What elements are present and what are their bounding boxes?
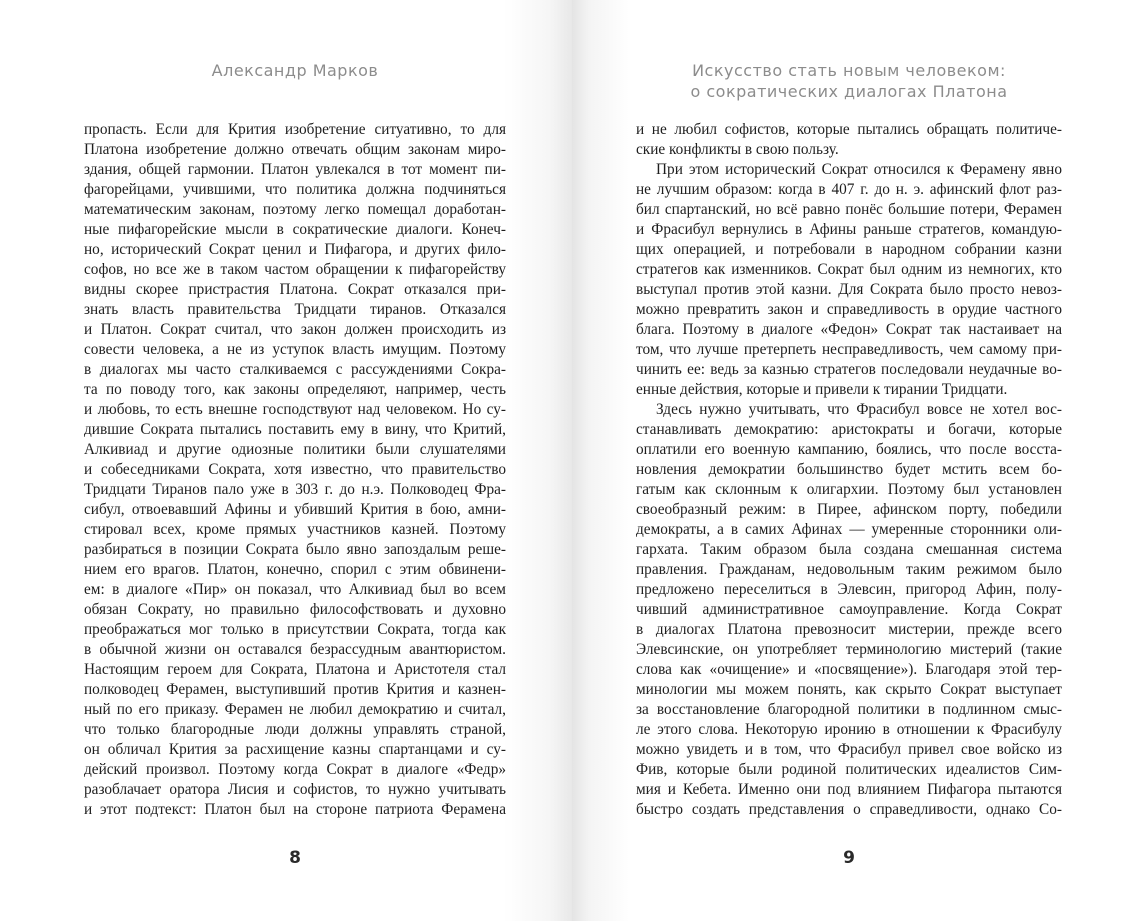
text-line: та по поводу того, как законы определяют, например, честь xyxy=(84,381,506,398)
text-line: ные пифагорейские мысли в сократические диалоги. Конеч- xyxy=(84,221,506,238)
text-line: своеобразный режим: в Пирее, афинском порту, победили xyxy=(636,501,1062,518)
text-line: гатым как склонным к олигархии. Поэтому был установлен xyxy=(636,481,1062,498)
text-line: новления демократии большинство будет мстить всем бо- xyxy=(636,461,1062,478)
text-line: софов, но все же в таком частом обращении к пифагорейству xyxy=(84,261,506,278)
page-number-left: 8 xyxy=(289,848,301,868)
text-line: в диалогах мы часто сталкиваемся с рассуждениями Сокра- xyxy=(84,361,506,378)
text-line: щих операцией, и потребовали в народном собрании казни xyxy=(636,241,1062,258)
text-line: слова как «очищение» и «посвящение»). Благодаря этой тер- xyxy=(636,661,1062,678)
text-line: ле этого слова. Некоторую иронию в отношении к Фрасибулу xyxy=(636,721,1062,738)
text-line: за восстановление благородной политики в подлинном смыс- xyxy=(636,701,1062,718)
text-line: енные действия, которые и привели к тирании Тридцати. xyxy=(636,381,1008,398)
text-line: мия и Кебета. Именно они под влиянием Пифагора пытаются xyxy=(636,781,1062,798)
text-line: минологии мы можем понять, как скрыто Сократ выступает xyxy=(636,681,1062,698)
text-line: ный по его приказу. Ферамен не любил демократию и считал, xyxy=(84,701,506,718)
text-line: преображаться мог только в присутствии Сократа, тогда как xyxy=(84,621,506,638)
text-line: Здесь нужно учитывать, что Фрасибул вовсе не хотел вос- xyxy=(656,401,1062,418)
text-line: Фив, которые были родиной политических идеалистов Сим- xyxy=(636,761,1062,778)
text-line: и Платон. Сократ считал, что закон должен происходить из xyxy=(84,321,506,338)
text-line: не лучшим образом: когда в 407 г. до н. э. афинский флот раз- xyxy=(636,181,1062,198)
text-line: дившие Сократа пытались поставить ему в вину, что Критий, xyxy=(84,421,506,438)
right-page xyxy=(572,0,1144,921)
text-line: сибул, отвоевавший Афины и убивший Крития в бою, амни- xyxy=(84,501,506,518)
text-line: и Фрасибул вернулись в Афины раньше стратегов, командую- xyxy=(636,221,1062,238)
text-line: быстро создать представления о справедливости, однако Со- xyxy=(636,801,1062,818)
text-line: стировал всех, кроме прямых участников казней. Поэтому xyxy=(84,521,506,538)
text-line: что только благородные люди должны управлять страной, xyxy=(84,721,506,738)
text-line: и этот подтекст: Платон был на стороне патриота Ферамена xyxy=(84,801,506,818)
text-line: выступал против этой казни. Для Сократа было просто невоз- xyxy=(636,281,1062,298)
text-line: правления. Гражданам, недовольным таким режимом было xyxy=(636,561,1062,578)
running-header-title-line-1: Искусство стать новым человеком: xyxy=(692,61,1006,80)
text-line: и не любил софистов, которые пытались обращать политиче- xyxy=(636,121,1062,138)
text-line: в диалогах Платона превозносит мистерии, прежде всего xyxy=(636,621,1062,638)
text-line: разоблачает оратора Лисия и софистов, то нужно учитывать xyxy=(84,781,506,798)
text-line: блага. Поэтому в диалоге «Федон» Сократ так настаивает на xyxy=(636,321,1062,338)
text-line: и собеседниками Сократа, хотя известно, что правительство xyxy=(84,461,506,478)
text-line: ем: в диалоге «Пир» он показал, что Алкивиад был во всем xyxy=(84,581,506,598)
page-number-right: 9 xyxy=(843,848,855,868)
text-line: том, что лучше претерпеть несправедливость, чем самому при- xyxy=(636,341,1062,358)
text-line: стратегов как изменников. Сократ был одним из немногих, кто xyxy=(636,261,1062,278)
text-line: предложено переселиться в Элевсин, пригород Афин, полу- xyxy=(636,581,1062,598)
text-line: фагорейцами, учившими, что политика должна подчиняться xyxy=(84,181,506,198)
text-line: полководец Ферамен, выступивший против Крития и казнен- xyxy=(84,681,506,698)
text-line: совести человека, а не из уступок власть имущим. Поэтому xyxy=(84,341,506,358)
right-page-text xyxy=(636,120,1062,820)
text-line: разбираться в позиции Сократа было явно запоздалым реше- xyxy=(84,541,506,558)
text-line: бил спартанский, но всё равно понёс большие потери, Ферамен xyxy=(636,201,1062,218)
text-line: здания, общей гармонии. Платон увлекался в тот момент пи- xyxy=(84,161,506,178)
text-line: пропасть. Если для Крития изобретение ситуативно, то для xyxy=(84,121,506,138)
text-line: но, исторический Сократ ценил и Пифагора, и других фило- xyxy=(84,241,506,258)
text-line: видны скорее пристрастия Платона. Сократ отказался при- xyxy=(84,281,506,298)
text-line: нием его врагов. Платон, конечно, спорил с этим обвинени- xyxy=(84,561,506,578)
text-line: гархата. Таким образом была создана смешанная система xyxy=(636,541,1062,558)
text-line: можно превратить закон и справедливость в орудие частного xyxy=(636,301,1062,318)
running-header-title xyxy=(636,60,1062,102)
left-page-text xyxy=(84,120,506,820)
text-line: Алкивиад и другие одиозные политики были слушателями xyxy=(84,441,506,458)
text-line: Тридцати Тиранов пало уже в 303 г. до н.э. Полководец Фра- xyxy=(84,481,506,498)
text-line: чинить ее: ведь за казнью стратегов последовали неудачные во- xyxy=(636,361,1062,378)
text-line: математическим законам, поэтому легко помещал доработан- xyxy=(84,201,506,218)
text-line: демократы, а в самих Афинах — умеренные сторонники оли- xyxy=(636,521,1062,538)
text-line: и любовь, то есть внешне господствуют над человеком. Но су- xyxy=(84,401,506,418)
text-line: обязан Сократу, но правильно философствовать и духовно xyxy=(84,601,506,618)
text-line: станавливать демократию: аристократы и богачи, которые xyxy=(636,421,1062,438)
text-line: ские конфликты в свою пользу. xyxy=(636,141,839,158)
running-header-title-line-2: о сократических диалогах Платона xyxy=(690,82,1008,101)
text-line: Настоящим героем для Сократа, Платона и Аристотеля стал xyxy=(84,661,506,678)
text-line: можно увидеть и в том, что Фрасибул привел свое войско из xyxy=(636,741,1062,758)
text-line: он обличал Крития за расхищение казны спартанцами и су- xyxy=(84,741,506,758)
text-line: чивший административное самоуправление. Когда Сократ xyxy=(636,601,1062,618)
text-line: Элевсинские, он употребляет терминологию мистерий (такие xyxy=(636,641,1062,658)
text-line: знать власть правительства Тридцати тиранов. Отказался xyxy=(84,301,506,318)
text-line: дейский произвол. Поэтому когда Сократ в диалоге «Федр» xyxy=(84,761,506,778)
text-line: Платона изобретение должно отвечать общим законам миро- xyxy=(84,141,506,158)
text-line: При этом исторический Сократ относился к Ферамену явно xyxy=(656,161,1062,178)
text-line: в обычной жизни он оставался безрассудным авантюристом. xyxy=(84,641,506,658)
text-line: оплатили его военную кампанию, боялись, что после восста- xyxy=(636,441,1062,458)
running-header-author: Александр Марков xyxy=(211,61,379,80)
